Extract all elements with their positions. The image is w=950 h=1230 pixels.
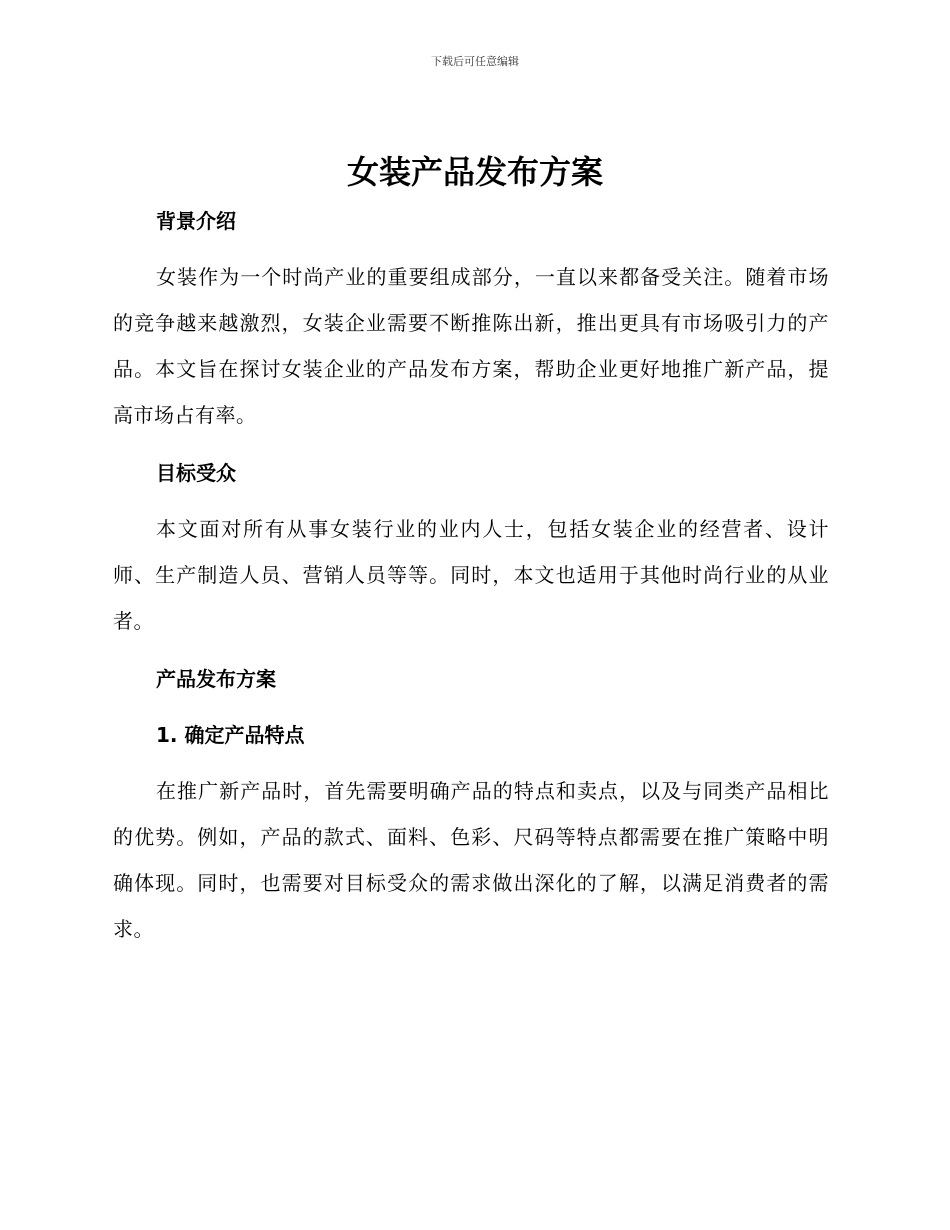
section-heading-background: 背景介绍 bbox=[156, 209, 236, 233]
paragraph-step1: 在推广新产品时，首先需要明确产品的特点和卖点，以及与同类产品相比的优势。例如，产品的款式、面料、色彩、尺码等特点都需要在推广策略中明确体现。同时，也需要对目标受众的需求做出深化的了解，以满足消费者的需求。 bbox=[113, 779, 829, 941]
paragraph-audience: 本文面对所有从事女装行业的业内人士，包括女装企业的经营者、设计师、生产制造人员、营销人员等等。同时，本文也适用于其他时尚行业的从业者。 bbox=[113, 517, 829, 633]
document-body bbox=[113, 198, 829, 952]
section-heading-audience: 目标受众 bbox=[156, 461, 236, 485]
section-heading-plan: 产品发布方案 bbox=[156, 667, 276, 691]
page-header-note: 下载后可任意编辑 bbox=[431, 55, 519, 68]
subsection-heading-step1: 1. 确定产品特点 bbox=[156, 723, 305, 747]
paragraph-background: 女装作为一个时尚产业的重要组成部分，一直以来都备受关注。随着市场的竞争越来越激烈，女装企业需要不断推陈出新，推出更具有市场吸引力的产品。本文旨在探讨女装企业的产品发布方案，帮助企业更好地推广新产品，提高市场占有率。 bbox=[113, 265, 829, 427]
document-title: 女装产品发布方案 bbox=[346, 153, 603, 191]
